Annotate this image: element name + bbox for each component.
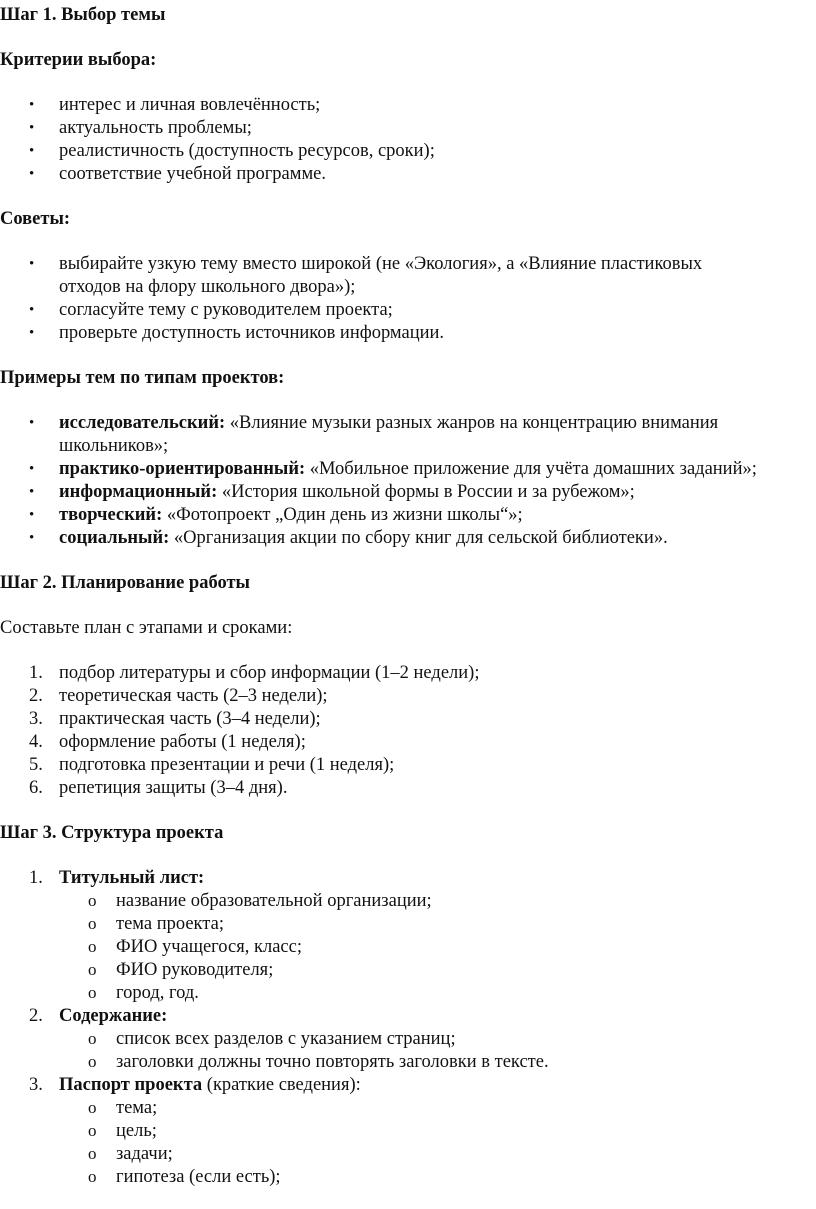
list-item: оформление работы (1 неделя); — [59, 732, 306, 752]
sub-item: заголовки должны точно повторять заголовки в тексте. — [116, 1052, 549, 1072]
project-example: «Мобильное приложение для учёта домашних заданий»; — [305, 459, 757, 479]
list-item: реалистичность (доступность ресурсов, сроки); — [59, 141, 435, 161]
sub-bullet: o — [88, 937, 97, 956]
list-item: подготовка презентации и речи (1 неделя); — [59, 755, 395, 775]
sub-bullet: o — [88, 1144, 97, 1163]
sub-item: тема; — [116, 1098, 158, 1118]
list-item: актуальность проблемы; — [59, 118, 252, 138]
project-type: информационный: — [59, 482, 218, 502]
sub-item: ФИО руководителя; — [116, 960, 274, 980]
sub-bullet: o — [88, 891, 97, 910]
project-example: «История школьной формы в России и за рубежом»; — [217, 482, 635, 502]
section-title: Содержание: — [59, 1006, 168, 1026]
bullet: • — [29, 143, 35, 159]
list-number: 4. — [29, 732, 43, 752]
sub-bullet: o — [88, 960, 97, 979]
section-title: Титульный лист: — [59, 868, 205, 888]
bullet: • — [29, 484, 35, 500]
list-item: соответствие учебной программе. — [59, 164, 327, 184]
criteria-heading: Критерии выбора: — [0, 50, 157, 70]
project-example: «Фотопроект „Один день из жизни школы“»; — [162, 505, 523, 525]
list-number: 2. — [29, 1006, 43, 1026]
bullet: • — [29, 507, 35, 523]
tips-heading: Советы: — [0, 209, 71, 229]
bullet: • — [29, 415, 35, 431]
bullet: • — [29, 166, 35, 182]
list-item — [59, 504, 523, 526]
list-item: теоретическая часть (2–3 недели); — [59, 686, 328, 706]
list-item: выбирайте узкую тему вместо широкой (не «Экология», а «Влияние пластиковых — [59, 254, 703, 274]
list-number: 3. — [29, 1075, 43, 1095]
sub-bullet: o — [88, 1167, 97, 1186]
list-number: 2. — [29, 686, 43, 706]
list-item-continuation: школьников»; — [59, 436, 169, 456]
project-example: «Организация акции по сбору книг для сельской библиотеки». — [169, 528, 668, 548]
sub-bullet: o — [88, 1052, 97, 1071]
bullet: • — [29, 120, 35, 136]
sub-bullet: o — [88, 914, 97, 933]
list-number: 1. — [29, 663, 43, 683]
step3-heading: Шаг 3. Структура проекта — [0, 823, 224, 843]
list-item: согласуйте тему с руководителем проекта; — [59, 300, 393, 320]
sub-bullet: o — [88, 1121, 97, 1140]
bullet: • — [29, 256, 35, 272]
step2-heading: Шаг 2. Планирование работы — [0, 573, 250, 593]
list-item: проверьте доступность источников информации. — [59, 323, 445, 343]
step2-intro: Составьте план с этапами и сроками: — [0, 618, 293, 638]
step1-heading: Шаг 1. Выбор темы — [0, 5, 166, 25]
project-type: практико-ориентированный: — [59, 459, 306, 479]
section-title-bold: Паспорт проекта — [59, 1075, 203, 1095]
sub-item: цель; — [116, 1121, 157, 1141]
project-type: социальный: — [59, 528, 170, 548]
project-type: исследовательский: — [59, 413, 226, 433]
list-item-continuation: отходов на флору школьного двора»); — [59, 277, 356, 297]
sub-item: город, год. — [116, 983, 199, 1003]
list-number: 3. — [29, 709, 43, 729]
list-item: практическая часть (3–4 недели); — [59, 709, 321, 729]
sub-item: гипотеза (если есть); — [116, 1167, 281, 1187]
list-item — [59, 481, 635, 503]
sub-item: название образовательной организации; — [116, 891, 432, 911]
project-example: «Влияние музыки разных жанров на концентрацию внимания — [225, 413, 719, 433]
sub-bullet: o — [88, 1098, 97, 1117]
list-item — [59, 412, 718, 434]
list-item — [59, 527, 668, 549]
bullet: • — [29, 325, 35, 341]
list-item: репетиция защиты (3–4 дня). — [59, 778, 288, 798]
sub-bullet: o — [88, 1029, 97, 1048]
list-item: подбор литературы и сбор информации (1–2 недели); — [59, 663, 480, 683]
bullet: • — [29, 461, 35, 477]
bullet: • — [29, 530, 35, 546]
list-number: 1. — [29, 868, 43, 888]
bullet: • — [29, 97, 35, 113]
list-number: 6. — [29, 778, 43, 798]
list-item: интерес и личная вовлечённость; — [59, 95, 321, 115]
section-title — [59, 1074, 361, 1096]
sub-item: тема проекта; — [116, 914, 224, 934]
examples-heading: Примеры тем по типам проектов: — [0, 368, 285, 388]
list-number: 5. — [29, 755, 43, 775]
sub-item: задачи; — [116, 1144, 173, 1164]
sub-bullet: o — [88, 983, 97, 1002]
project-type: творческий: — [59, 505, 163, 525]
bullet: • — [29, 302, 35, 318]
section-title-suffix: (краткие сведения): — [202, 1075, 361, 1095]
sub-item: ФИО учащегося, класс; — [116, 937, 302, 957]
list-item — [59, 458, 757, 480]
sub-item: список всех разделов с указанием страниц; — [116, 1029, 456, 1049]
